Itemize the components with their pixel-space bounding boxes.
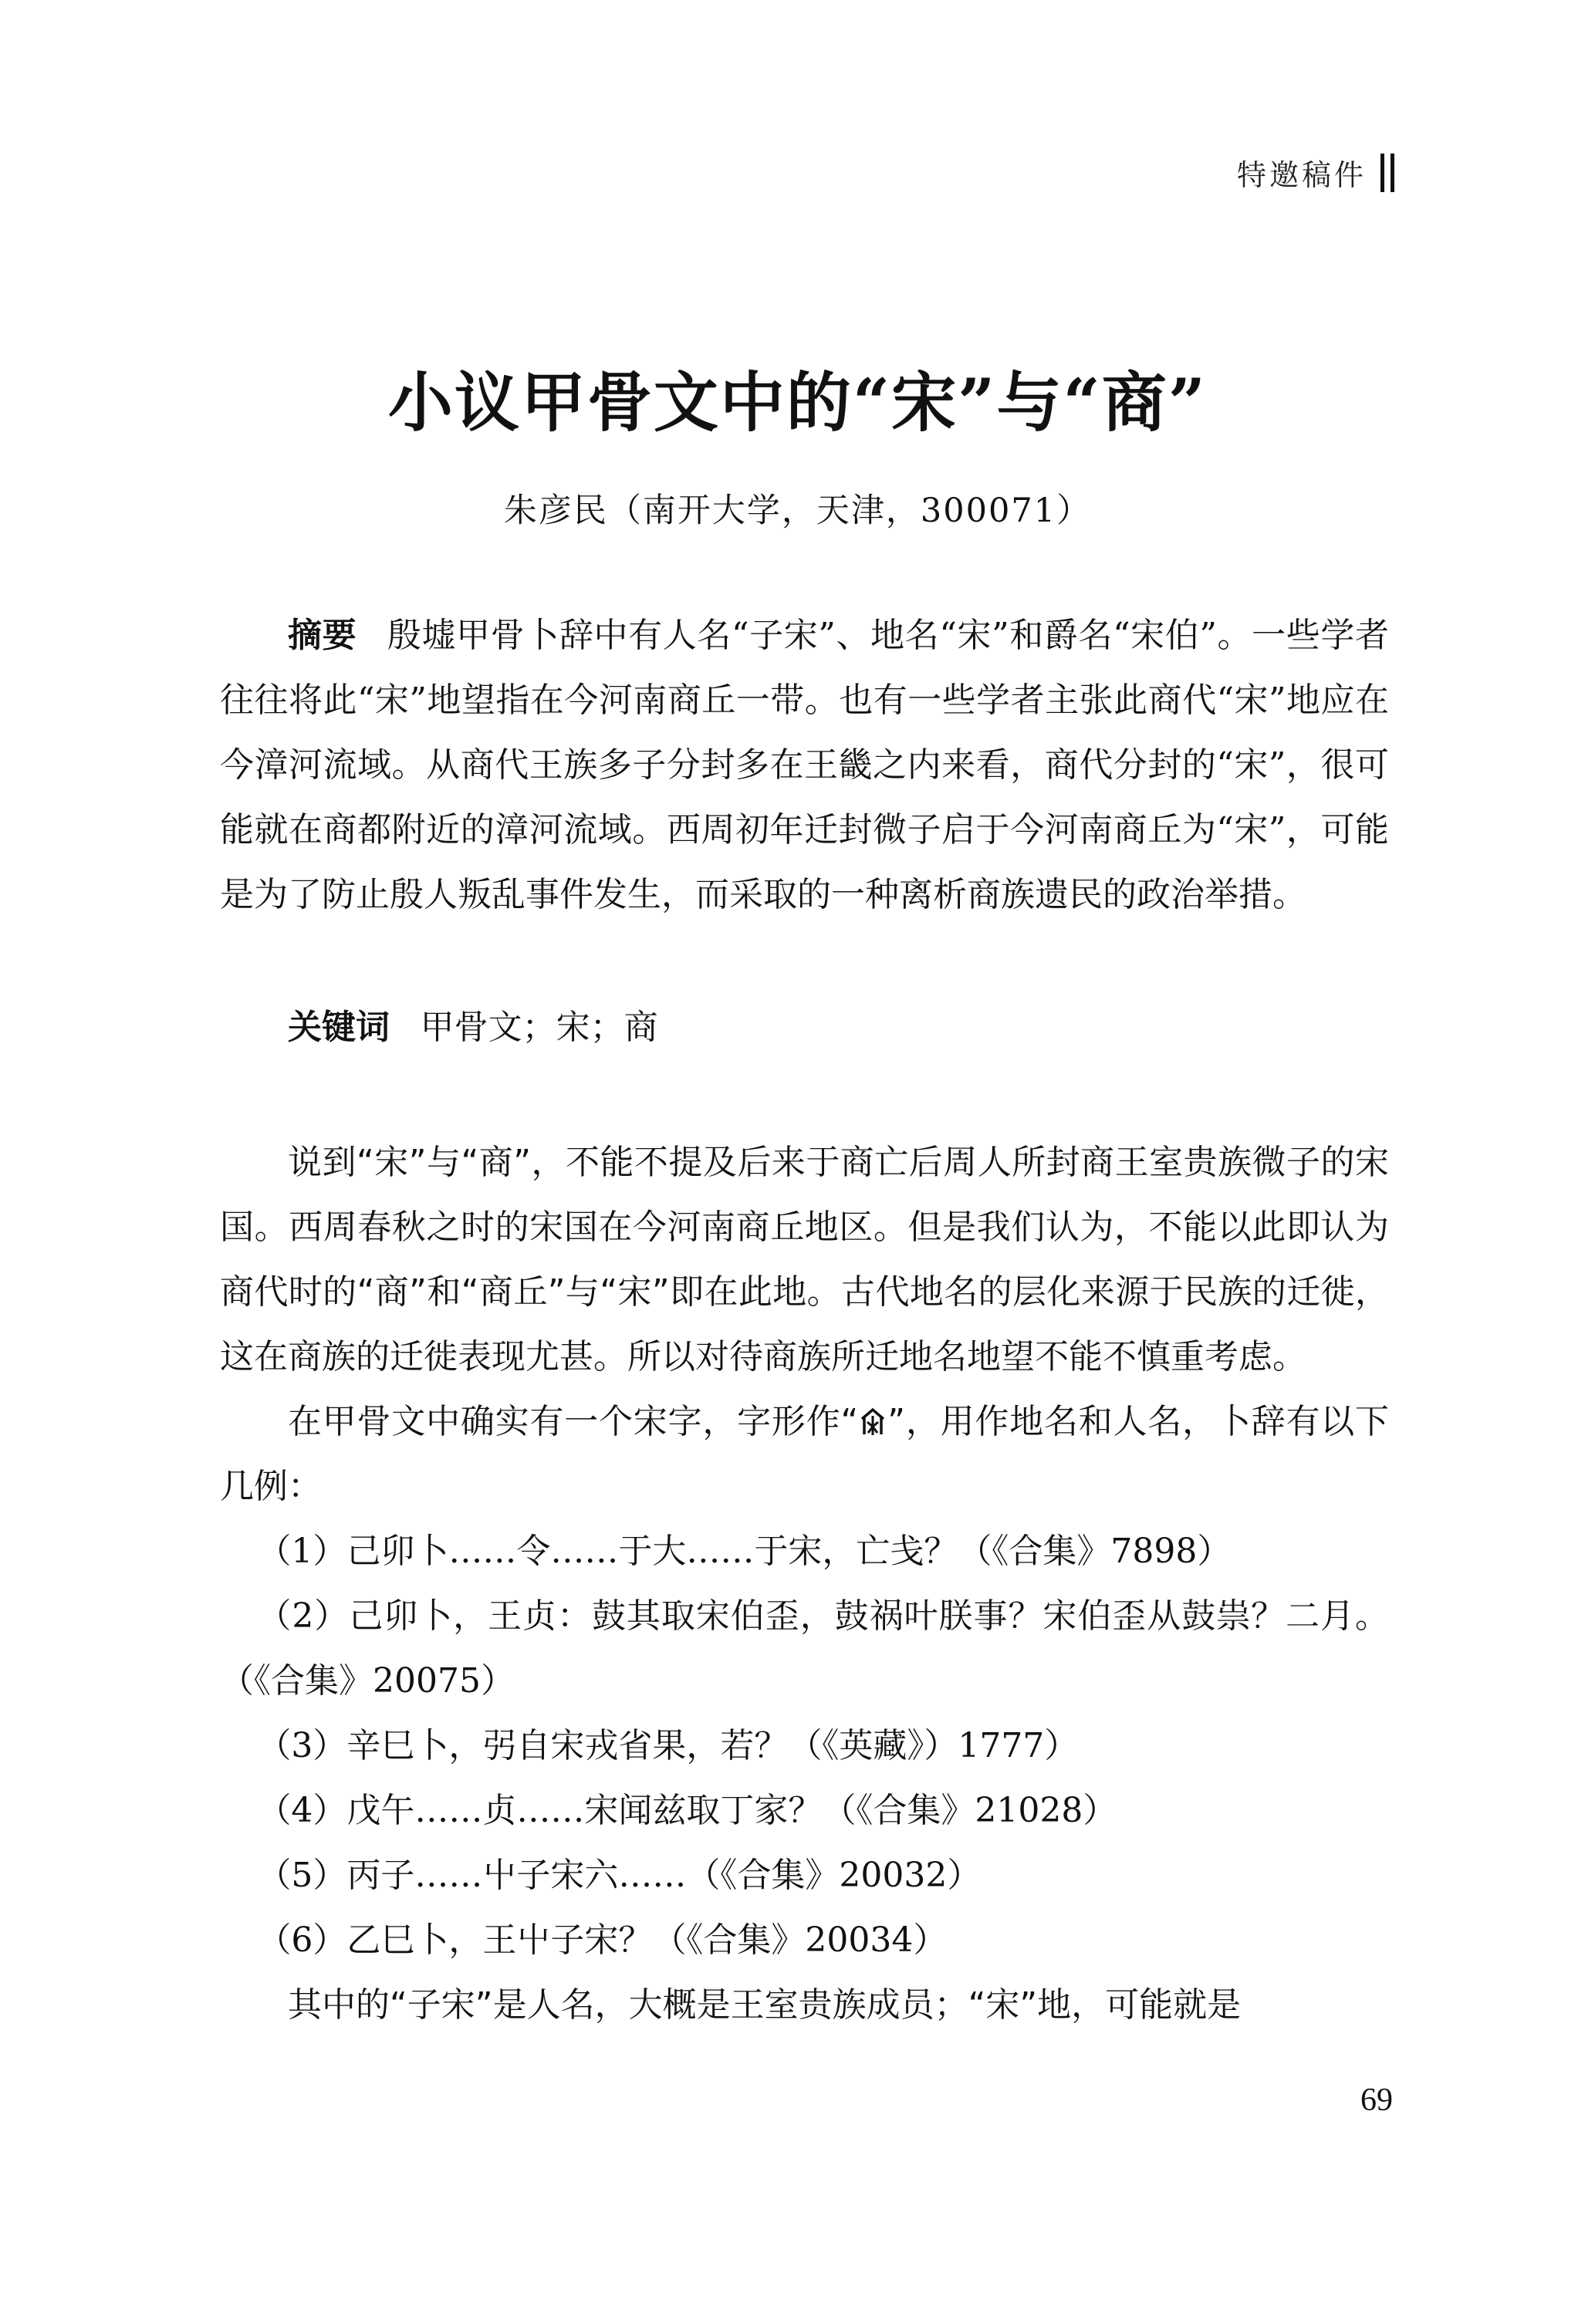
example-1: （1）己卯卜……令……于大……于宋，亡戋？（《合集》7898） — [257, 1532, 1232, 1571]
article-body — [220, 1130, 1389, 2038]
body-paragraph-2 — [220, 1390, 1389, 1519]
example-4: （4）戊午……贞……宋闻兹取丁家？（《合集》21028） — [257, 1791, 1117, 1830]
p2-before-text: 在甲骨文中确实有一个宋字，字形作“ — [288, 1402, 859, 1441]
example-5: （5）丙子……屮子宋六……（《合集》20032） — [257, 1856, 982, 1895]
example-2: （2）己卯卜，王贞：鼓其取宋伯歪，鼓祸叶朕事？宋伯歪从鼓祟？二月。（《合集》20075） — [220, 1596, 1389, 1701]
keywords — [220, 995, 1389, 1060]
double-bar-icon — [1380, 154, 1394, 192]
abstract-label: 摘要 — [288, 616, 357, 655]
p2-after-text: ”，用作地名和人名，卜辞有以下几例： — [220, 1402, 1389, 1506]
body-paragraph-3: 其中的“子宋”是人名，大概是王室贵族成员；“宋”地，可能就是 — [288, 1985, 1242, 2025]
example-6: （6）乙巳卜，王屮子宋？（《合集》20034） — [257, 1920, 948, 1960]
article-title: 小议甲骨文中的“宋”与“商” — [387, 364, 1208, 441]
abstract — [220, 603, 1389, 927]
running-head — [1237, 151, 1394, 194]
example-3: （3）辛巳卜，弜自宋戎省果，若？（《英藏》）1777） — [257, 1726, 1079, 1765]
section-label: 特邀稿件 — [1236, 158, 1367, 192]
abstract-paragraph — [220, 603, 1389, 927]
keywords-text: 甲骨文；宋；商 — [420, 1008, 658, 1047]
oracle-bone-song-glyph — [860, 1407, 886, 1437]
keywords-label: 关键词 — [288, 1008, 390, 1047]
page-number: 69 — [1360, 2082, 1393, 2118]
abstract-text: 殷墟甲骨卜辞中有人名“子宋”、地名“宋”和爵名“宋伯”。一些学者往往将此“宋”地望指在今河南商丘一带。也有一些学者主张此商代“宋”地应在今漳河流域。从商代王族多子分封多在王畿之内来看，商代分封的“宋”，很可能就在商都附近的漳河流域。西周初年迁封微子启于今河南商丘为“宋”，可能是为了防止殷人叛乱事件发生，而采取的一种离析商族遗民的政治举措。 — [220, 616, 1390, 914]
author-affiliation: 朱彦民（南开大学，天津，300071） — [503, 491, 1092, 530]
body-paragraph-1: 说到“宋”与“商”，不能不提及后来于商亡后周人所封商王室贵族微子的宋国。西周春秋之时的宋国在今河南商丘地区。但是我们认为，不能以此即认为商代时的“商”和“商丘”与“宋”即在此地。古代地名的层化来源于民族的迁徙，这在商族的迁徙表现尤甚。所以对待商族所迁地名地望不能不慎重考虑。 — [220, 1143, 1389, 1376]
